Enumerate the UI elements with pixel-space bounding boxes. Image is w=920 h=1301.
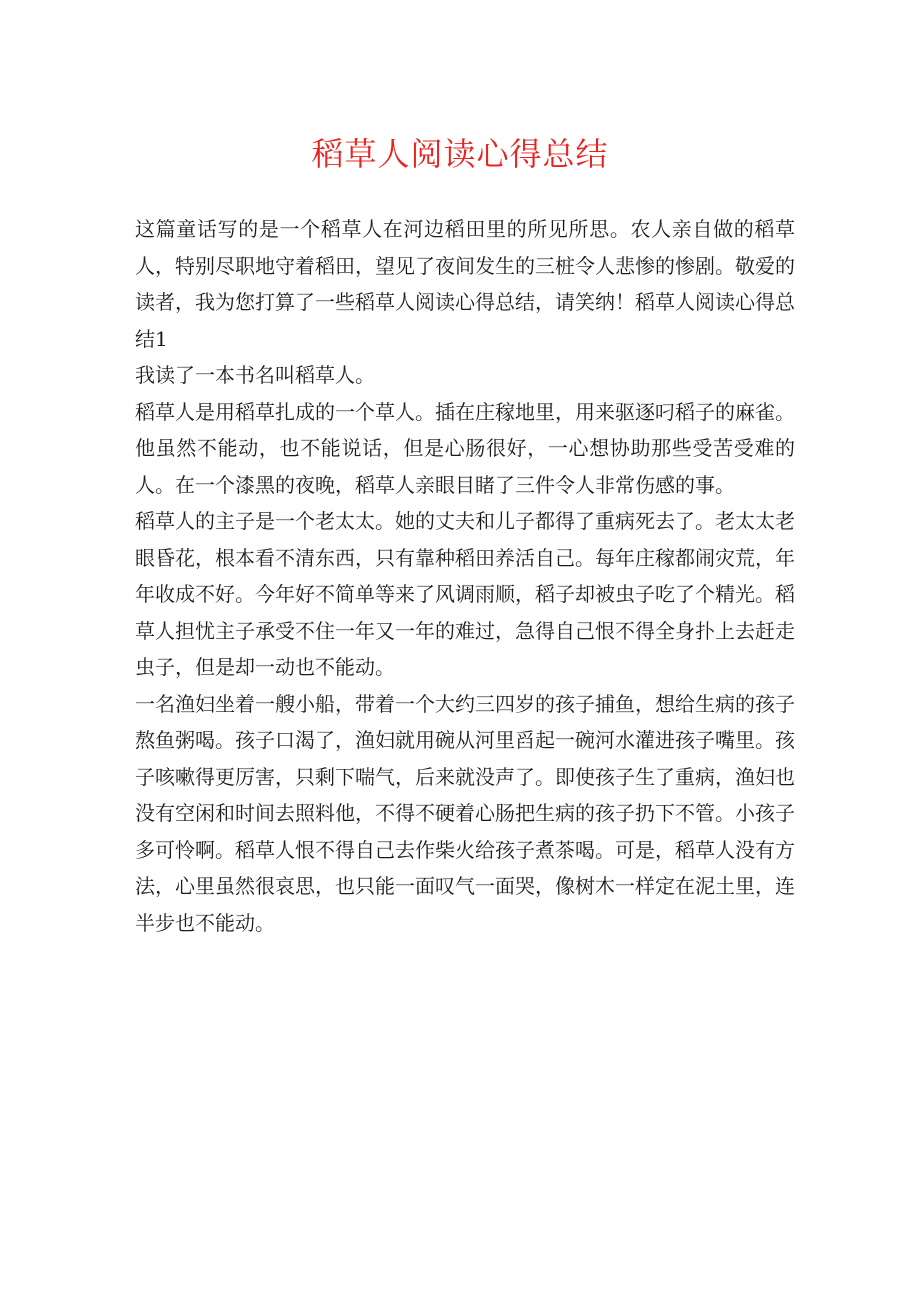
paragraph-book: 我读了一本书名叫稻草人。 — [135, 363, 375, 387]
paragraph-fisherwoman: 一名渔妇坐着一艘小船，带着一个大约三四岁的孩子捕鱼，想给生病的孩子熬鱼粥喝。孩子口渴了，渔妇就用碗从河里舀起一碗河水灌进孩子嘴里。孩子咳嗽得更厉害，只剩下喘气，后来就没声了。即使孩子生了重病，渔妇也没有空闲和时间去照料他，不得不硬着心肠把生病的孩子扔下不管。小孩子多可怜啊。稻草人恨不得自己去作柴火给孩子煮茶喝。可是，稻草人没有方法，心里虽然很哀思，也只能一面叹气一面哭，像树木一样定在泥土里，连半步也不能动。 — [135, 691, 795, 935]
paragraph-intro: 这篇童话写的是一个稻草人在河边稻田里的所见所思。农人亲自做的稻草人，特别尽职地守着稻田，望见了夜间发生的三桩令人悲惨的惨剧。敬爱的读者，我为您打算了一些稻草人阅读心得总结，请笑纳！稻草人阅读心得总结1 — [135, 217, 795, 351]
paragraph-scarecrow: 稻草人是用稻草扎成的一个草人。插在庄稼地里，用来驱逐叼稻子的麻雀。他虽然不能动，也不能说话，但是心肠很好，一心想协助那些受苦受难的人。在一个漆黑的夜晚，稻草人亲眼目睹了三件令人非常伤感的事。 — [135, 399, 795, 497]
paragraph-old-woman: 稻草人的主子是一个老太太。她的丈夫和儿子都得了重病死去了。老太太老眼昏花，根本看不清东西，只有靠种稻田养活自己。每年庄稼都闹灾荒，年年收成不好。今年好不简单等来了风调雨顺，稻子却被虫子吃了个精光。稻草人担忧主子承受不住一年又一年的难过，急得自己恨不得全身扑上去赶走虫子，但是却一动也不能动。 — [135, 509, 795, 679]
document-title: 稻草人阅读心得总结 — [311, 135, 609, 173]
document-body — [135, 211, 795, 941]
